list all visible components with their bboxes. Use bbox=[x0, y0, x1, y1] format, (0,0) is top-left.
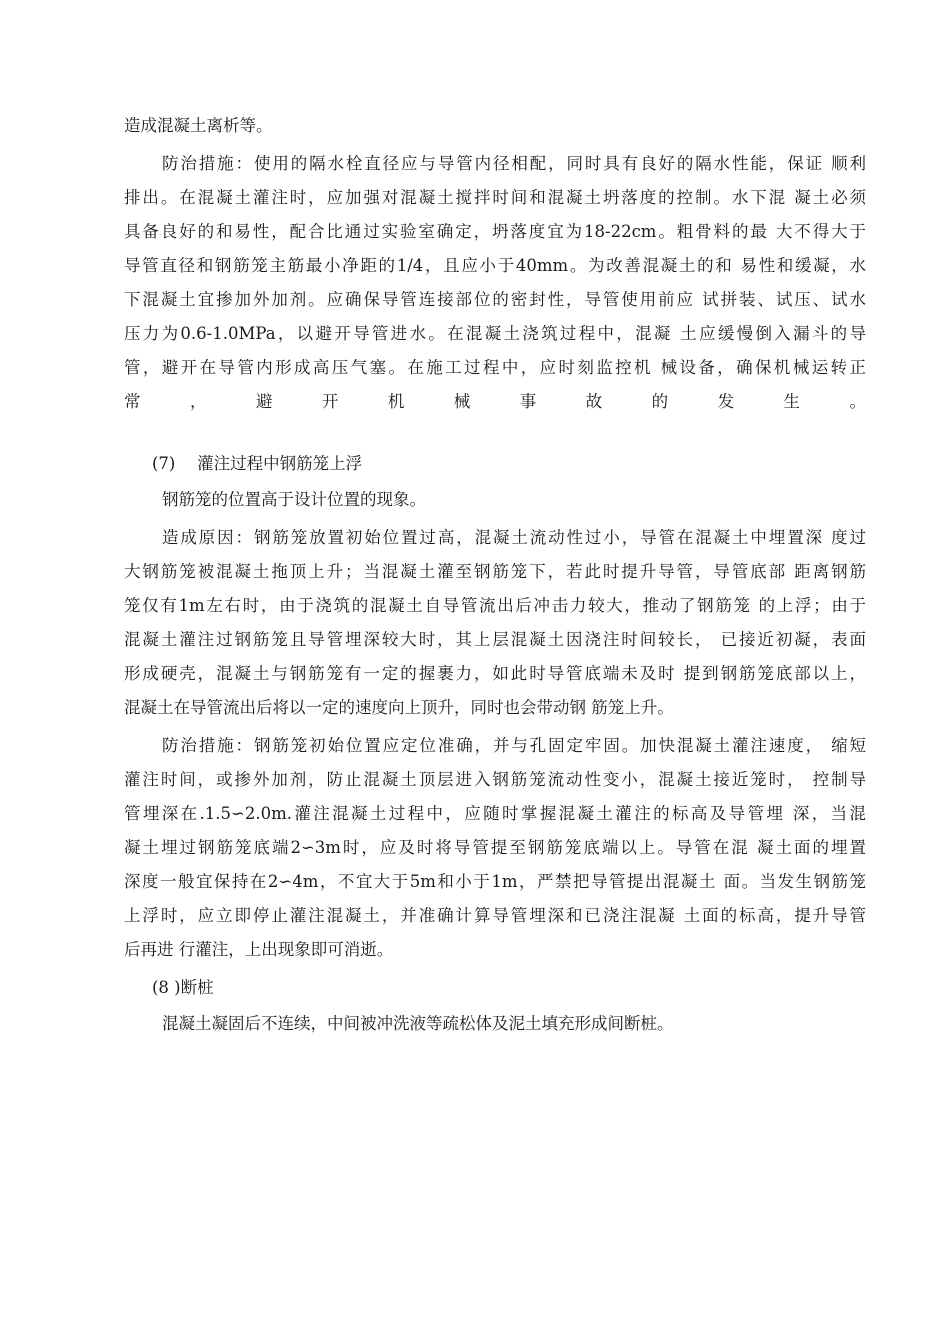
paragraph-line: 压力为0.6-1.0MPa，以避开导管进水。在混凝土浇筑过程中，混凝 土应缓慢倒入漏斗的导 bbox=[124, 324, 866, 343]
paragraph-line: 排出。在混凝土灌注时，应加强对混凝土搅拌时间和混凝土坍落度的控制。水下混 凝土必须 bbox=[124, 188, 866, 207]
paragraph-line: 混凝土凝固后不连续，中间被冲洗液等疏松体及泥土填充形成间断桩。 bbox=[162, 1014, 674, 1033]
paragraph-line: 混凝土在导管流出后将以一定的速度向上顶升，同时也会带动钢 筋笼上升。 bbox=[124, 698, 674, 717]
paragraph-line: 深度一般宜保持在2∽4m，不宜大于5m和小于1m，严禁把导管提出混凝土 面。当发生钢筋笼 bbox=[124, 872, 866, 891]
paragraph-line: 凝土埋过钢筋笼底端2∽3m时，应及时将导管提至钢筋笼底端以上。导管在混 凝土面的埋置 bbox=[124, 838, 866, 857]
paragraph-line: 钢筋笼的位置高于设计位置的现象。 bbox=[162, 490, 426, 509]
paragraph-line: 后再进 行灌注，上出现象即可消逝。 bbox=[124, 940, 394, 959]
paragraph-line: 管埋深在.1.5∽2.0m.灌注混凝土过程中，应随时掌握混凝土灌注的标高及导管埋 深，当混 bbox=[124, 804, 866, 823]
paragraph-line: 防治措施：使用的隔水栓直径应与导管内径相配，同时具有良好的隔水性能，保证 顺利 bbox=[162, 154, 866, 173]
paragraph-line: 笼仅有1m左右时，由于浇筑的混凝土自导管流出后冲击力较大，推动了钢筋笼 的上浮；由于 bbox=[124, 596, 866, 615]
paragraph-line: 形成硬壳，混凝土与钢筋笼有一定的握裹力，如此时导管底端未及时 提到钢筋笼底部以上， bbox=[124, 664, 866, 683]
section-heading: (8 )断桩 bbox=[152, 978, 214, 997]
paragraph-line: 管，避开在导管内形成高压气塞。在施工过程中，应时刻监控机 械设备，确保机械运转正 bbox=[124, 358, 866, 377]
section-heading: (7) 灌注过程中钢筋笼上浮 bbox=[152, 454, 363, 473]
paragraph-line: 造成混凝土离析等。 bbox=[124, 116, 273, 135]
paragraph-line: 大钢筋笼被混凝土拖顶上升；当混凝土灌至钢筋笼下，若此时提升导管，导管底部 距离钢筋 bbox=[124, 562, 866, 581]
paragraph-line: 具备良好的和易性，配合比通过实验室确定，坍落度宜为18-22cm。粗骨料的最 大不得大于 bbox=[124, 222, 866, 241]
paragraph-line: 造成原因：钢筋笼放置初始位置过高，混凝土流动性过小，导管在混凝土中埋置深 度过 bbox=[162, 528, 866, 547]
paragraph-line: 混凝土灌注过钢筋笼且导管埋深较大时，其上层混凝土因浇注时间较长， 已接近初凝，表面 bbox=[124, 630, 866, 649]
paragraph-line: 下混凝土宜掺加外加剂。应确保导管连接部位的密封性，导管使用前应 试拼装、试压、试水 bbox=[124, 290, 866, 309]
paragraph-line: 灌注时间，或掺外加剂，防止混凝土顶层进入钢筋笼流动性变小，混凝土接近笼时， 控制导 bbox=[124, 770, 866, 789]
paragraph-line: 上浮时，应立即停止灌注混凝土，并准确计算导管埋深和已浇注混凝 土面的标高，提升导管 bbox=[124, 906, 866, 925]
paragraph-line: 导管直径和钢筋笼主筋最小净距的1/4，且应小于40mm。为改善混凝土的和 易性和缓凝，水 bbox=[124, 256, 866, 275]
paragraph-line: 常，避开机械事故的发生。 bbox=[124, 392, 866, 411]
paragraph-line: 防治措施：钢筋笼初始位置应定位准确，并与孔固定牢固。加快混凝土灌注速度， 缩短 bbox=[162, 736, 866, 755]
